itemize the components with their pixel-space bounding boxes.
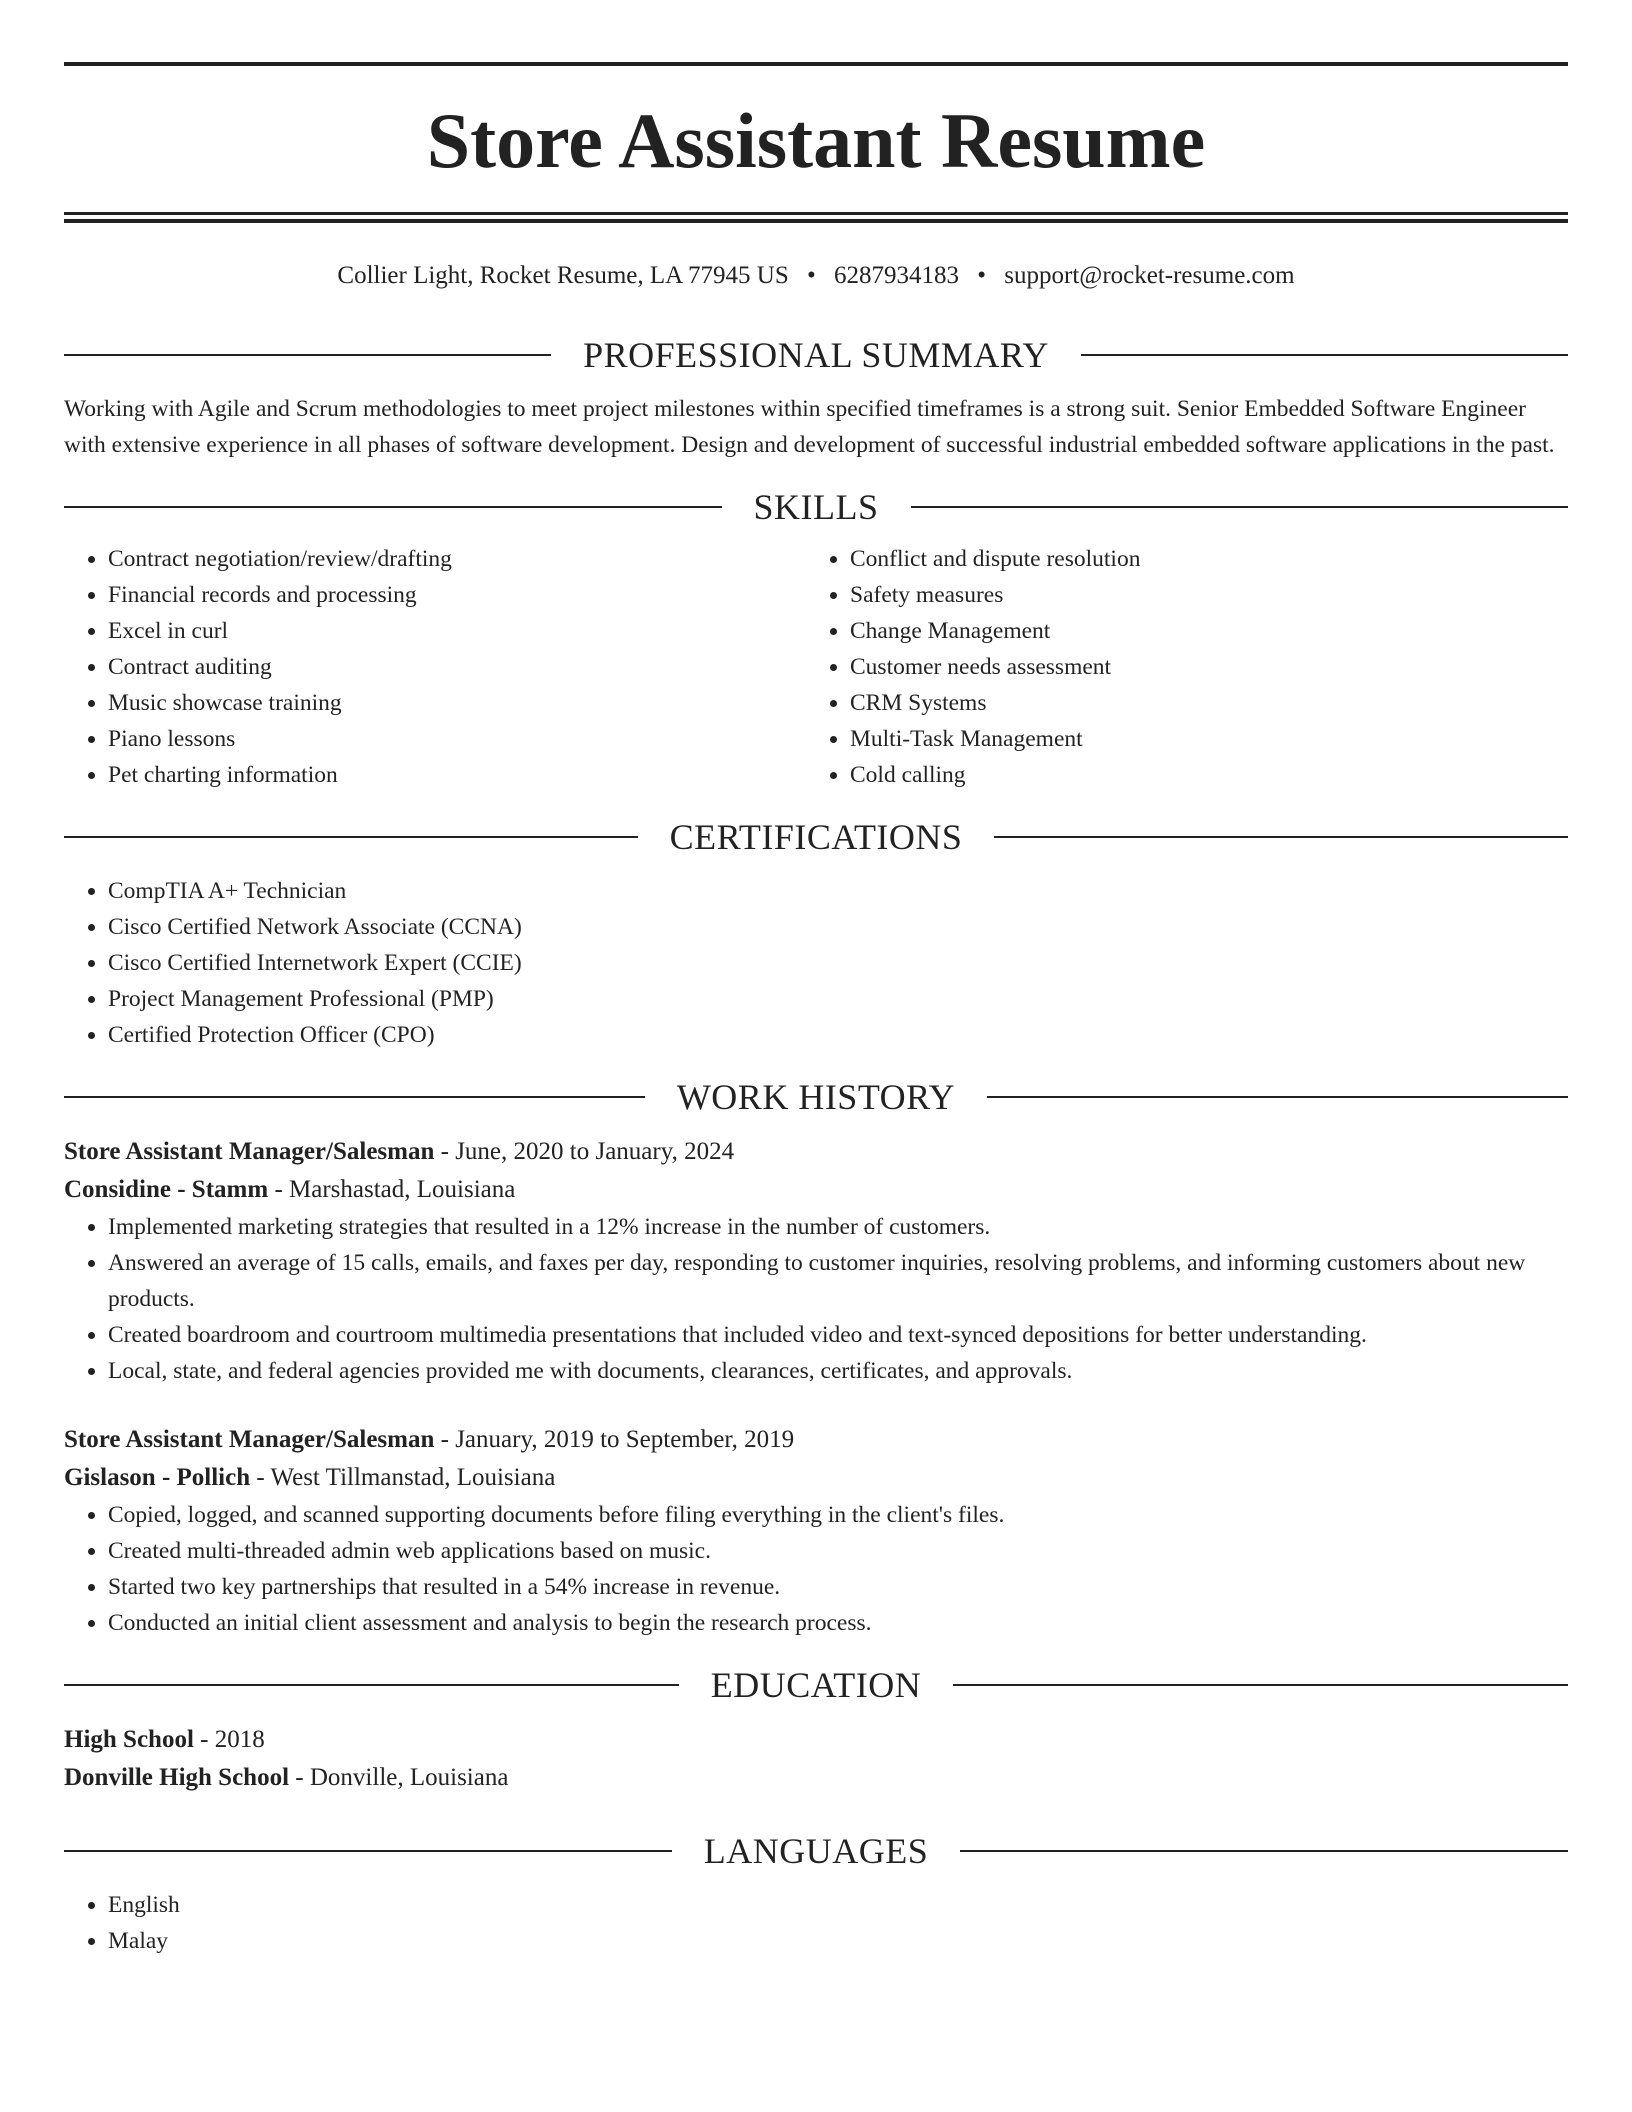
job-bullet: • Implemented marketing strategies that resulted in a 12% increase in the number of customers.	[108, 1209, 1568, 1245]
skill-item: • Financial records and processing	[108, 577, 806, 613]
section-rule	[987, 1096, 1568, 1098]
section-rule	[64, 1850, 672, 1852]
skill-item: • Safety measures	[850, 577, 1548, 613]
section-title: SKILLS	[753, 487, 879, 527]
skill-item: • Piano lessons	[108, 721, 806, 757]
skill-item: • Excel in curl	[108, 613, 806, 649]
job-company: Gislason - Pollich	[64, 1464, 251, 1491]
section-rule	[64, 506, 722, 508]
job-company-line	[64, 1459, 1568, 1497]
contact-phone: 6287934183	[834, 262, 960, 289]
skill-item: • Change Management	[850, 613, 1548, 649]
education-entry	[64, 1721, 1568, 1797]
job-bullet: • Copied, logged, and scanned supporting documents before filing everything in the client's files.	[108, 1497, 1568, 1533]
job-bullet: • Created boardroom and courtroom multimedia presentations that included video and text-synced depositions for better understanding.	[108, 1317, 1568, 1353]
job-bullets	[64, 1209, 1568, 1389]
section-title: LANGUAGES	[703, 1831, 929, 1871]
job-title-line	[64, 1133, 1568, 1171]
job-bullet: • Conducted an initial client assessment and analysis to begin the research process.	[108, 1605, 1568, 1641]
certification-item: • Certified Protection Officer (CPO)	[108, 1017, 1568, 1053]
title-double-rule	[64, 212, 1568, 223]
resume-title: Store Assistant Resume	[426, 97, 1206, 184]
skill-item: • Cold calling	[850, 757, 1548, 793]
section-rule	[994, 836, 1568, 838]
job-bullet: • Created multi-threaded admin web applications based on music.	[108, 1533, 1568, 1569]
skill-item: • Pet charting information	[108, 757, 806, 793]
skill-item: • Multi-Task Management	[850, 721, 1548, 757]
certifications-list	[64, 873, 1568, 1053]
section-title: PROFESSIONAL SUMMARY	[583, 335, 1049, 375]
certification-item: • Cisco Certified Network Associate (CCNA)	[108, 909, 1568, 945]
contact-separator: •	[977, 262, 987, 289]
education-year: - 2018	[193, 1726, 265, 1753]
top-rule	[64, 62, 1568, 66]
job-entry	[64, 1133, 1568, 1389]
section-header-summary	[64, 331, 1568, 379]
section-title: EDUCATION	[710, 1665, 922, 1705]
section-rule	[960, 1850, 1568, 1852]
job-title-line	[64, 1421, 1568, 1459]
job-role: Store Assistant Manager/Salesman	[64, 1138, 435, 1165]
contact-address: Collier Light, Rocket Resume, LA 77945 US	[337, 262, 789, 289]
language-item: • Malay	[108, 1923, 1568, 1959]
section-rule	[64, 1684, 679, 1686]
job-role: Store Assistant Manager/Salesman	[64, 1426, 435, 1453]
job-company-line	[64, 1171, 1568, 1209]
contact-email[interactable]: support@rocket-resume.com	[1004, 262, 1295, 289]
job-bullets	[64, 1497, 1568, 1641]
contact-separator: •	[807, 262, 816, 289]
section-header-work-history	[64, 1073, 1568, 1121]
education-location: - Donville, Louisiana	[289, 1764, 509, 1791]
education-degree-line	[64, 1721, 1568, 1759]
certification-item: • Cisco Certified Internetwork Expert (CCIE)	[108, 945, 1568, 981]
language-item: • English	[108, 1887, 1568, 1923]
job-dates: - January, 2019 to September, 2019	[434, 1426, 795, 1453]
skill-item: • CRM Systems	[850, 685, 1548, 721]
job-company: Considine - Stamm	[64, 1176, 269, 1203]
job-location: - Marshastad, Louisiana	[268, 1176, 516, 1203]
section-header-skills	[64, 483, 1568, 531]
skill-item: • Music showcase training	[108, 685, 806, 721]
section-header-certifications	[64, 813, 1568, 861]
certification-item: • CompTIA A+ Technician	[108, 873, 1568, 909]
section-header-education	[64, 1661, 1568, 1709]
section-rule	[64, 836, 638, 838]
job-dates: - June, 2020 to January, 2024	[434, 1138, 735, 1165]
education-school-line	[64, 1759, 1568, 1797]
section-title: WORK HISTORY	[676, 1077, 956, 1117]
section-header-languages	[64, 1827, 1568, 1875]
skill-item: • Conflict and dispute resolution	[850, 541, 1548, 577]
job-bullet: • Started two key partnerships that resulted in a 54% increase in revenue.	[108, 1569, 1568, 1605]
section-title: CERTIFICATIONS	[669, 817, 963, 857]
resume-page	[64, 0, 1568, 1959]
skills-column-left	[64, 541, 806, 793]
section-rule	[64, 354, 551, 356]
job-location: - West Tillmanstad, Louisiana	[250, 1464, 556, 1491]
education-school: Donville High School	[64, 1764, 290, 1791]
section-rule	[911, 506, 1569, 508]
job-bullet: • Answered an average of 15 calls, emails, and faxes per day, responding to customer inquiries, resolving problems, and informing customers about new products.	[108, 1245, 1568, 1317]
skills-column-right	[806, 541, 1548, 793]
languages-list	[64, 1887, 1568, 1959]
job-bullet: • Local, state, and federal agencies provided me with documents, clearances, certificates, and approvals.	[108, 1353, 1568, 1389]
certification-item: • Project Management Professional (PMP)	[108, 981, 1568, 1017]
contact-line	[64, 259, 1568, 293]
section-rule	[1081, 354, 1568, 356]
section-rule	[64, 1096, 645, 1098]
section-rule	[953, 1684, 1568, 1686]
skill-item: • Customer needs assessment	[850, 649, 1548, 685]
skill-item: • Contract auditing	[108, 649, 806, 685]
job-entry	[64, 1421, 1568, 1641]
skills-list	[64, 541, 1568, 793]
education-degree: High School	[64, 1726, 194, 1753]
skill-item: • Contract negotiation/review/drafting	[108, 541, 806, 577]
summary-text: Working with Agile and Scrum methodologies to meet project milestones within specified timeframes is a strong suit. Senior Embedded Software Engineer with extensive experience in all phases of software development. Design and development of successful industrial embedded software applications in the past.	[64, 396, 1555, 458]
